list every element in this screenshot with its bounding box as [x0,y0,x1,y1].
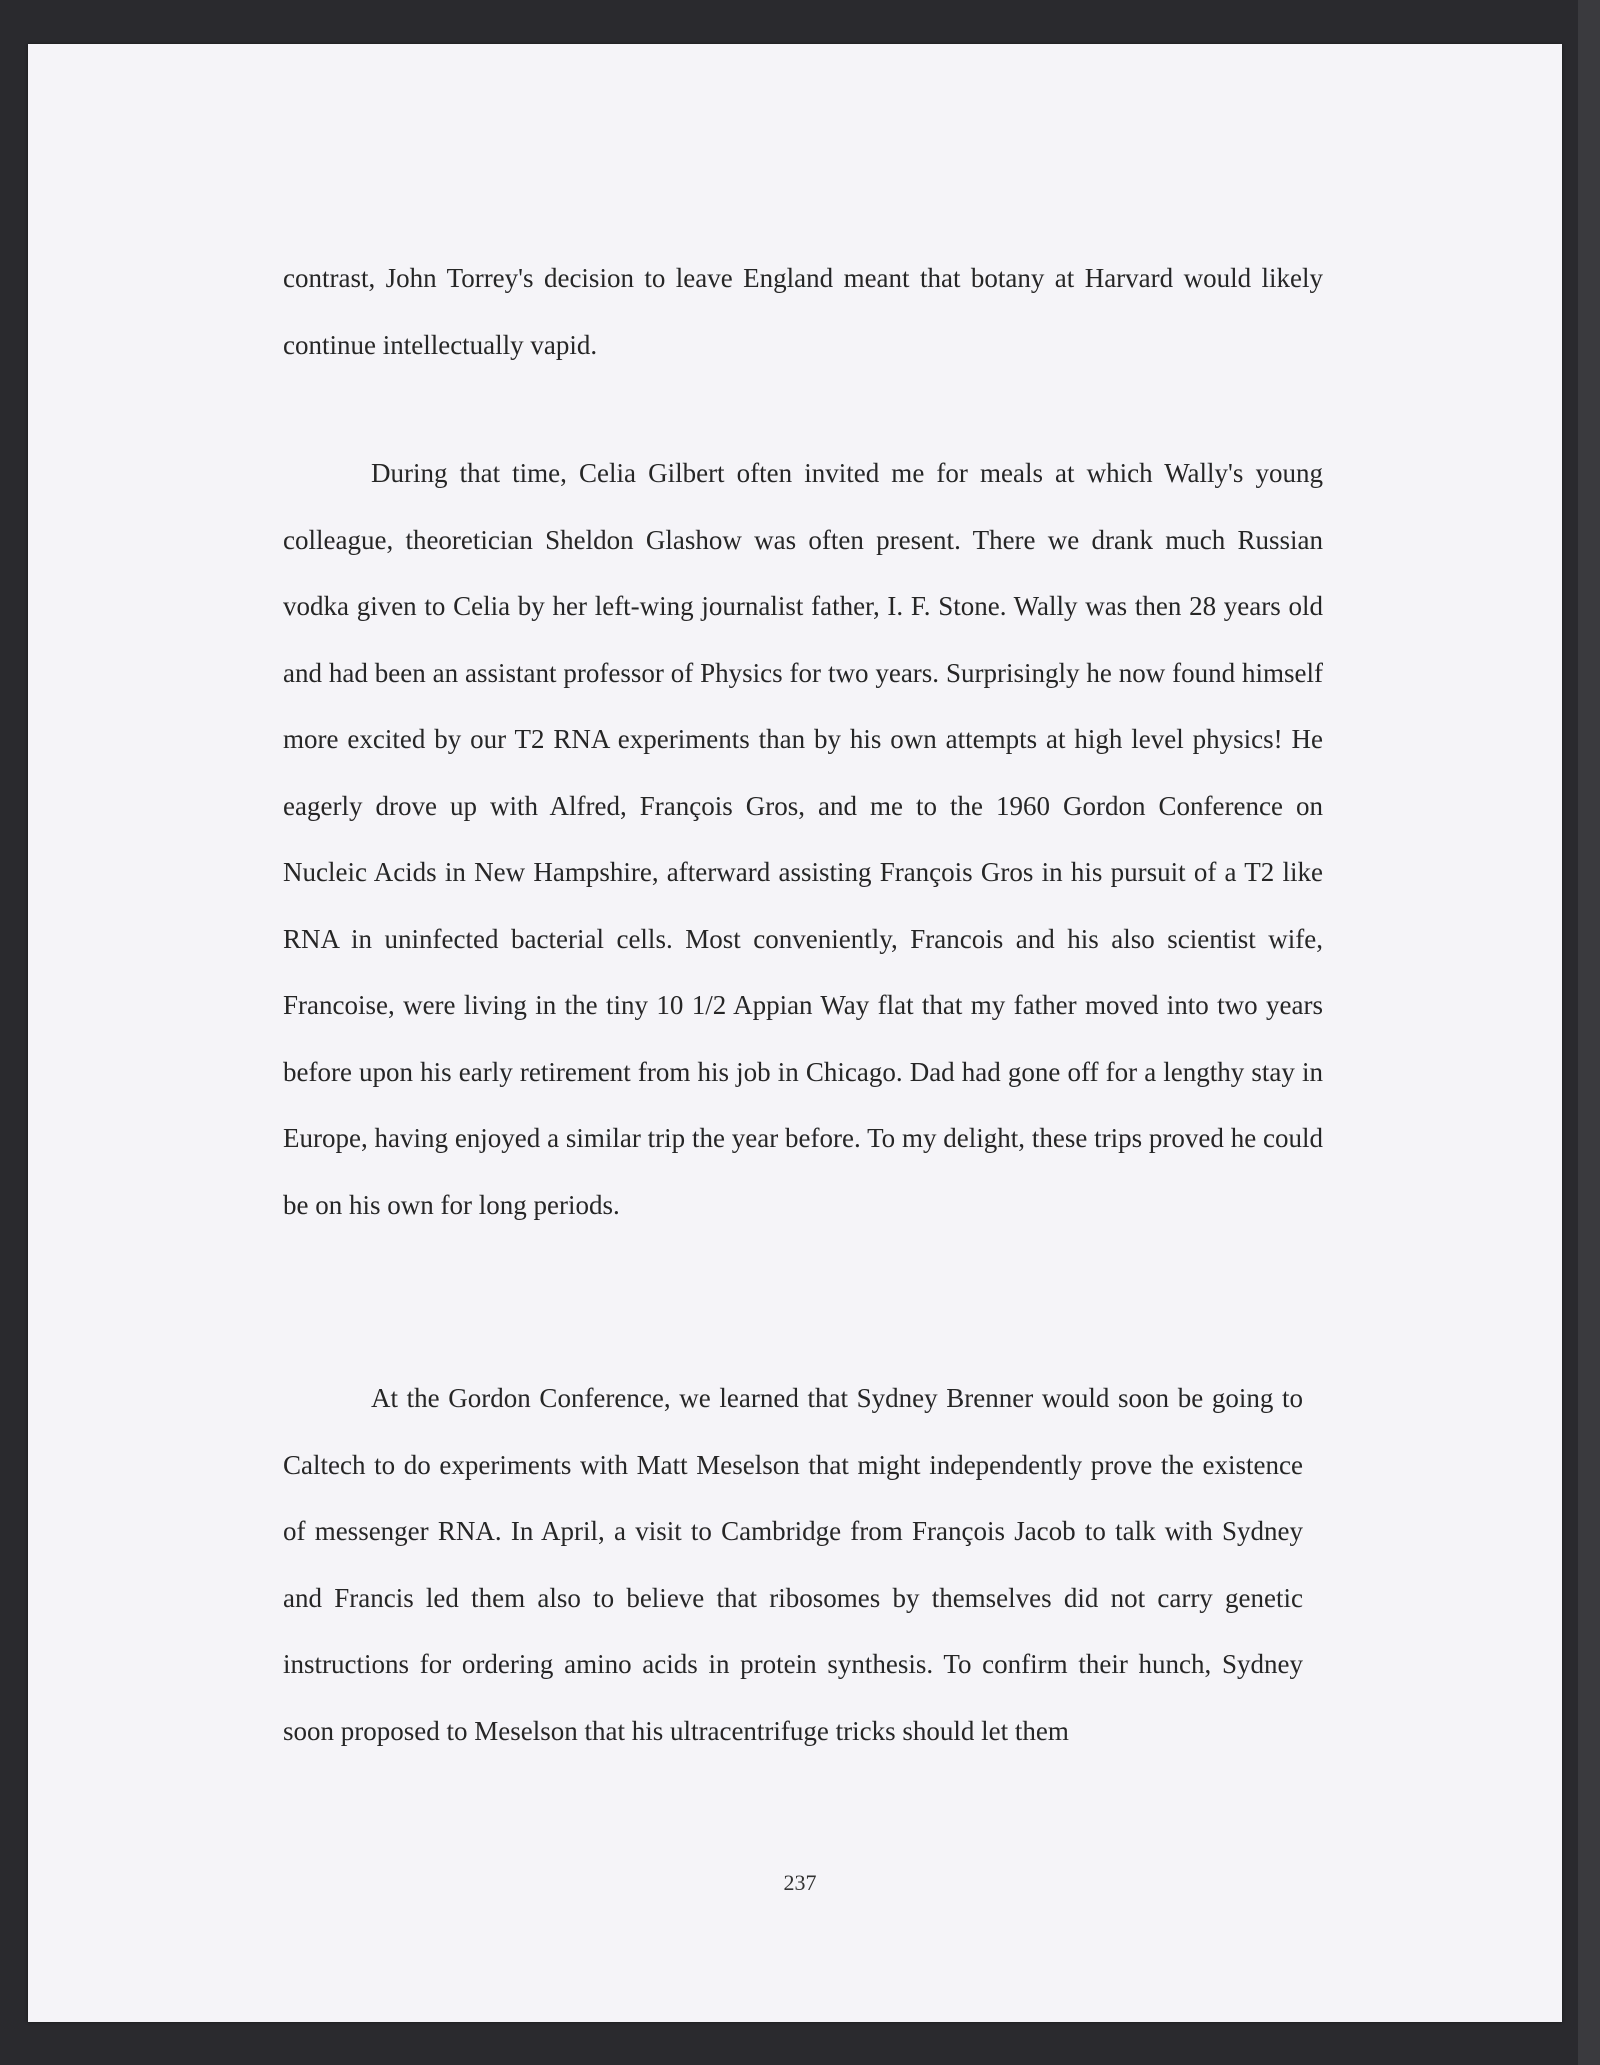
paragraph-text: contrast, John Torrey's decision to leave England meant that botany at Harvard would likely continue intellectually vapid. [283,263,1323,360]
paragraph-text: During that time, Celia Gilbert often invited me for meals at which Wally's young colleague, theoretician Sheldon Glashow was often present. There we drank much Russian vodka given to Celia by her left-wing journalist father, I. F. Stone. Wally was then 28 years old and had been an assistant professor of Physics for two years. Surprisingly he now found himself more excited by our T2 RNA experiments than by his own attempts at high level physics! He eagerly drove up with Alfred, François Gros, and me to the 1960 Gordon Conference on Nucleic Acids in New Hampshire, afterward assisting François Gros in his pursuit of a T2 like RNA in uninfected bacterial cells. Most conveniently, Francois and his also scientist wife, Francoise, were living in the tiny 10 1/2 Appian Way flat that my father moved into two years before upon his early retirement from his job in Chicago. Dad had gone off for a lengthy stay in Europe, having enjoyed a similar trip the year before. To my delight, these trips proved he could be on his own for long periods. [283,458,1323,1220]
paragraph-text: At the Gordon Conference, we learned that Sydney Brenner would soon be going to Caltech to do experiments with Matt Meselson that might independently prove the existence of messenger RNA. In April, a visit to Cambridge from François Jacob to talk with Sydney and Francis led them also to believe that ribosomes by themselves did not carry genetic instructions for ordering amino acids in protein synthesis. To confirm their hunch, Sydney soon proposed to Meselson that his ultracentrifuge tricks should let them [283,1383,1303,1746]
paragraph-gordon-conference [283,1365,1303,1764]
paragraph-celia-gilbert [283,440,1323,1238]
paragraph-continuation [283,245,1323,378]
page-number: 237 [783,1870,817,1895]
scan-background-edge [1578,0,1600,2065]
